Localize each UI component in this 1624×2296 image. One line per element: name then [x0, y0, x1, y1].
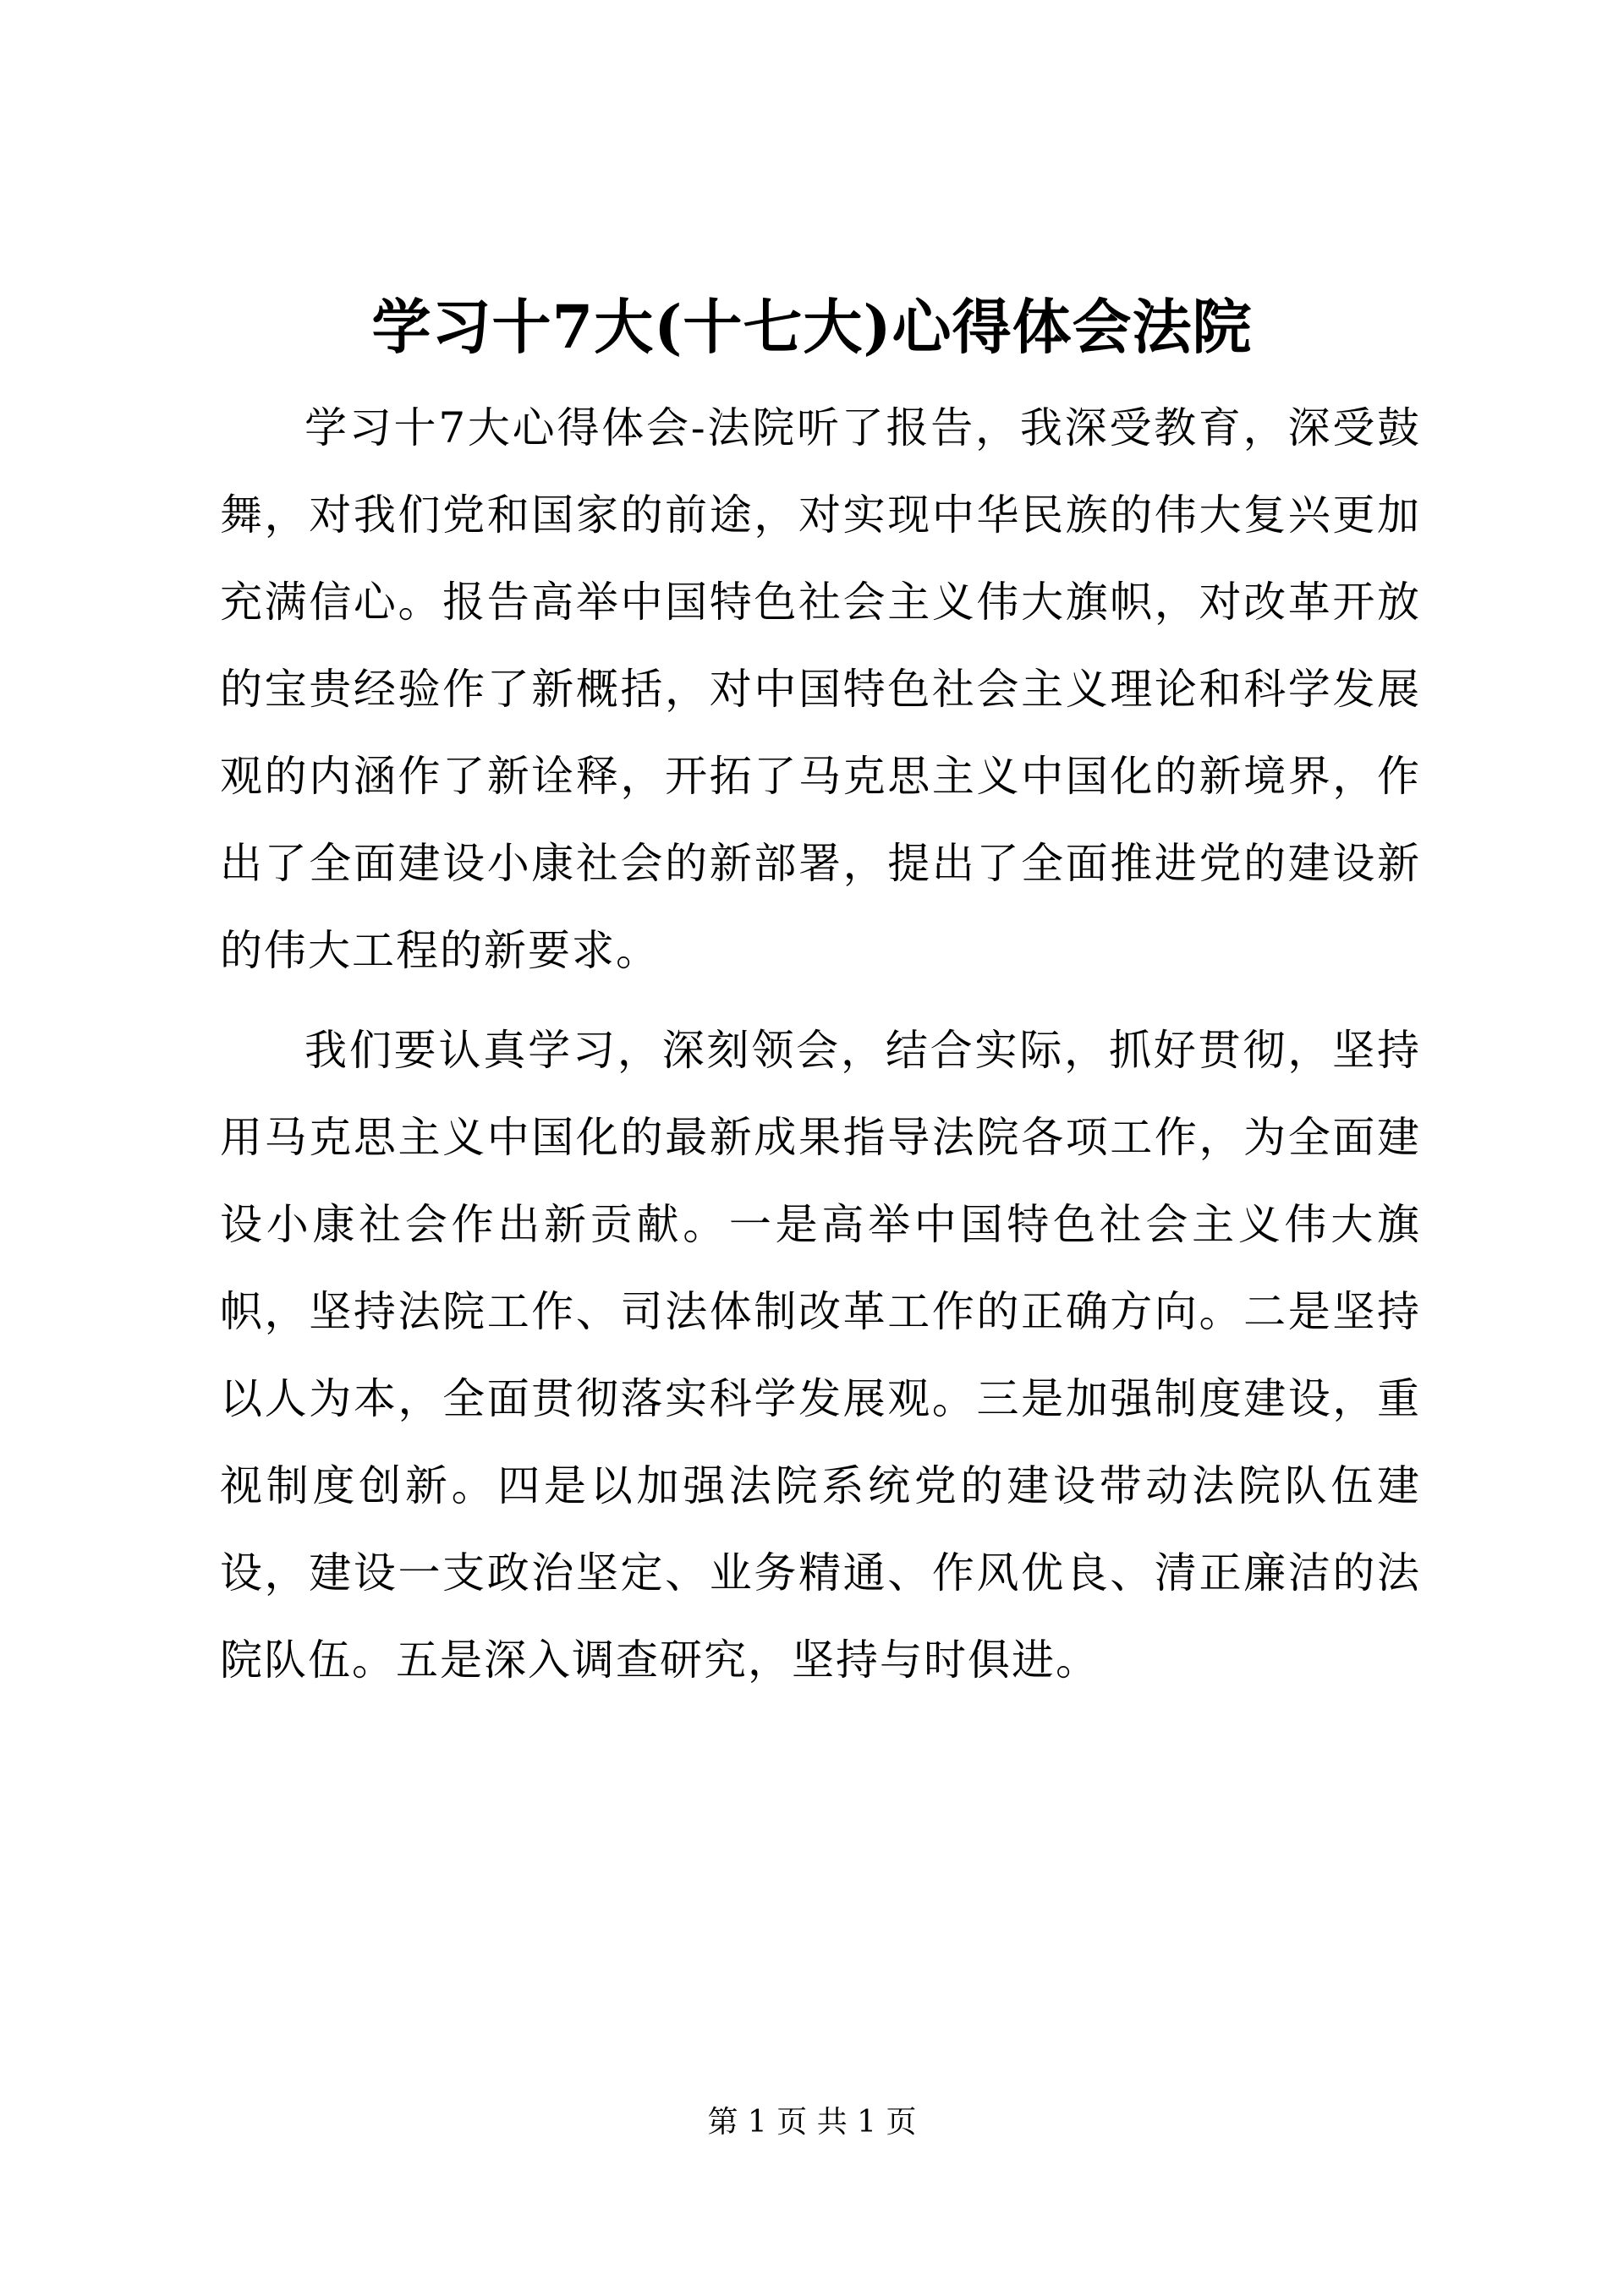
- paragraph-2: 我们要认真学习，深刻领会，结合实际，抓好贯彻，坚持用马克思主义中国化的最新成果指导法院各项工作，为全面建设小康社会作出新贡献。一是高举中国特色社会主义伟大旗帜，坚持法院工作、司法体制改革工作的正确方向。二是坚持以人为本，全面贯彻落实科学发展观。三是加强制度建设，重视制度创新。四是以加强法院系统党的建设带动法院队伍建设，建设一支政治坚定、业务精通、作风优良、清正廉洁的法院队伍。五是深入调查研究，坚持与时俱进。: [220, 1026, 1421, 1685]
- page-title: 学习十7大(十七大)心得体会法院: [371, 292, 1253, 362]
- document-body: [220, 385, 1421, 1717]
- paragraph-1: 学习十7大心得体会-法院听了报告，我深受教育，深受鼓舞，对我们党和国家的前途，对实现中华民族的伟大复兴更加充满信心。报告高举中国特色社会主义伟大旗帜，对改革开放的宝贵经验作了新概括，对中国特色社会主义理论和科学发展观的内涵作了新诠释，开拓了马克思主义中国化的新境界，作出了全面建设小康社会的新部署，提出了全面推进党的建设新的伟大工程的新要求。: [220, 403, 1421, 975]
- page-number-footer: 第 1 页 共 1 页: [707, 2105, 917, 2140]
